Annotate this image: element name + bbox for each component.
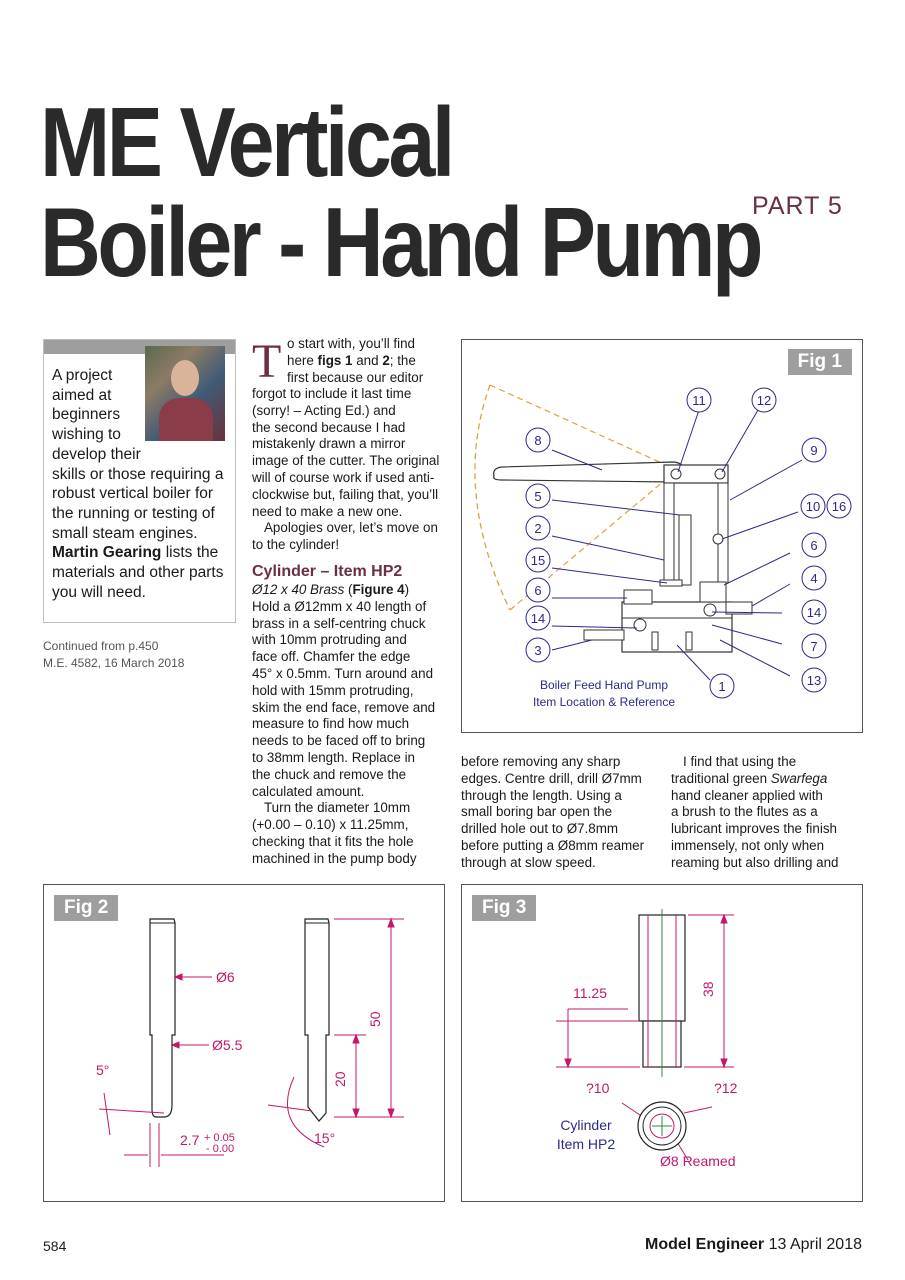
text-line: will of course work if used anti- [252, 469, 435, 485]
balloon-label: 3 [534, 643, 542, 658]
balloon-label: 14 [530, 611, 546, 626]
author-rest: lists the [161, 544, 219, 562]
part-label: PART 5 [752, 192, 843, 220]
arrowhead [565, 1059, 571, 1067]
intro-box [43, 339, 236, 623]
text-line: calculated amount. [252, 783, 365, 799]
text-line: first because our editor [287, 369, 424, 385]
author-name: Martin Gearing [52, 544, 162, 562]
tol-minus: - 0.00 [206, 1143, 235, 1155]
inlet-pipe [584, 630, 624, 640]
balloon-label: 10 [805, 499, 821, 514]
material-ref: (Figure 4) [348, 581, 410, 597]
intro-line: the running or testing of [52, 504, 215, 522]
text-line: o start with, you’ll find [287, 336, 416, 351]
intro-line: wishing to [52, 426, 121, 444]
text-line: forgot to include it last time [252, 386, 412, 401]
figure-3 [461, 884, 863, 1202]
text-line: measure to find how much [252, 716, 410, 732]
text-line: edges. Centre drill, drill Ø7mm [461, 770, 642, 786]
column-1-indented [287, 336, 423, 386]
text-line: immensely, not only when [671, 837, 825, 853]
text-line: clockwise but, failing that, you’ll [252, 486, 439, 502]
text-line: hold with 15mm protruding, [252, 682, 414, 698]
ball-valve [704, 604, 716, 616]
balloon-label: 14 [806, 605, 822, 620]
fig-1-tag: Fig 1 [788, 349, 852, 375]
cutter-right [305, 919, 329, 1121]
fig-1-drawing [462, 340, 862, 732]
arrowhead [353, 1035, 359, 1043]
dim-27: 2.7 [180, 1132, 200, 1148]
continued-line-2: M.E. 4582, 16 March 2018 [43, 656, 185, 670]
arrowhead [172, 1042, 179, 1048]
arrowhead [388, 1109, 394, 1117]
dim-1125: 11.25 [573, 985, 607, 1001]
pivot-pin [715, 469, 725, 479]
intro-line: aimed at [52, 386, 112, 404]
text-line: traditional green Swarfega [671, 770, 828, 786]
screw [713, 534, 723, 544]
leader-line [678, 410, 699, 472]
arrowhead [353, 1109, 359, 1117]
balloon-label: 5 [534, 489, 542, 504]
text-line: I find that using the [683, 754, 797, 769]
title-line-1: ME Vertical [40, 87, 452, 197]
text-line: 45° x 0.5mm. Turn around and [252, 665, 434, 681]
cylinder-label-2: Item HP2 [556, 1136, 616, 1152]
text-line: (+0.00 – 0.10) x 11.25mm, [252, 817, 409, 833]
nut [700, 582, 726, 602]
stud [686, 632, 692, 650]
intro-line: skills or those requiring a [52, 465, 224, 483]
intro-line: A project [52, 367, 113, 384]
text-line: to the cylinder! [252, 537, 340, 553]
balloon-label: 9 [810, 443, 818, 458]
text-line: reaming but also drilling and [671, 854, 839, 870]
dim-20: 20 [332, 1071, 348, 1087]
swing-arc [475, 385, 510, 610]
dim-leader-d12 [684, 1107, 712, 1113]
dim-50: 50 [367, 1011, 383, 1027]
balloon-label: 7 [810, 639, 818, 654]
balloon-label: 2 [534, 521, 542, 536]
column-1 [252, 386, 439, 868]
leader-line [552, 500, 680, 515]
material-line [252, 582, 439, 599]
page-number: 584 [43, 1238, 67, 1254]
column-2 [461, 754, 644, 872]
link [718, 483, 728, 583]
material-italic: Ø12 x 40 Brass [252, 581, 345, 597]
text-line: before removing any sharp [461, 754, 621, 769]
text-line: mistakenly drawn a mirror [252, 436, 406, 452]
text-line: drilled hole out to Ø7.8mm [461, 821, 619, 837]
text-line: Turn the diameter 10mm [264, 800, 411, 816]
magazine-name: Model Engineer [645, 1236, 765, 1253]
tol-plus: + 0.05 [204, 1132, 235, 1144]
dim-d10: ?10 [586, 1080, 610, 1096]
intro-line: you will need. [52, 583, 146, 601]
arrowhead [721, 1059, 727, 1067]
dim-d55: Ø5.5 [212, 1037, 243, 1053]
issue-date: 13 April 2018 [764, 1236, 862, 1253]
text-line: Apologies over, let’s move on [264, 520, 438, 536]
text-line: needs to be faced off to bring [252, 733, 426, 749]
text-line: checking that it fits the hole [252, 833, 414, 849]
angle-5: 5° [96, 1062, 110, 1078]
intro-line: materials and other parts [52, 564, 224, 582]
cutter-left [150, 919, 175, 1117]
stud [652, 632, 658, 650]
reamed-label: Ø8 Reamed [660, 1153, 736, 1169]
article-title [40, 87, 762, 297]
figure-1 [461, 339, 863, 733]
pivot-pin [671, 469, 681, 479]
balloon-label: 1 [718, 679, 726, 694]
fig-2-drawing [44, 885, 444, 1201]
angle-15: 15° [314, 1130, 336, 1146]
text-line: lubricant improves the finish [671, 821, 837, 837]
angle-arc-5 [104, 1093, 110, 1135]
leader-line [730, 460, 802, 500]
text-line: brass in a self-centring chuck [252, 615, 426, 631]
leader-line [752, 584, 790, 606]
figure-2 [43, 884, 445, 1202]
angle-line-15 [268, 1105, 312, 1111]
text-line: through the length. Using a [461, 787, 622, 803]
arrowhead [388, 919, 394, 927]
cylinder-label-1: Cylinder [560, 1117, 612, 1133]
intro-text [52, 366, 230, 602]
fig-3-tag: Fig 3 [472, 895, 536, 921]
drop-cap: T [252, 335, 282, 388]
text-line: the second because I had [252, 419, 406, 435]
ball-valve [634, 619, 646, 631]
text-line: small boring bar open the [461, 804, 613, 820]
balloon-label: 8 [534, 433, 542, 448]
continued-note [43, 638, 184, 672]
text-line: through at slow speed. [461, 854, 596, 870]
leader-line [722, 512, 798, 539]
magazine-footer [645, 1236, 862, 1254]
balloon-label: 11 [692, 393, 706, 408]
fig-1-caption-2: Item Location & Reference [532, 695, 676, 709]
leader-line [724, 553, 790, 585]
balloon-label: 4 [810, 571, 818, 586]
text-line: (sorry! – Acting Ed.) and [252, 402, 396, 418]
balloon-label: 16 [831, 499, 847, 514]
leader-line [720, 640, 790, 676]
arrowhead [721, 915, 727, 923]
text-line: need to make a new one. [252, 503, 403, 519]
balloon-label: 6 [810, 538, 818, 553]
fig-2-tag: Fig 2 [54, 895, 118, 921]
intro-line: develop their [52, 445, 141, 463]
leader-line [552, 568, 667, 583]
continued-line-1: Continued from p.450 [43, 639, 159, 653]
intro-line: small steam engines. [52, 524, 198, 542]
intro-line: robust vertical boiler for [52, 485, 214, 503]
dim-38: 38 [700, 981, 716, 997]
balloon-label: 15 [530, 553, 546, 568]
construction-line [490, 385, 677, 470]
text-line: machined in the pump body [252, 850, 417, 866]
text-line: before putting a Ø8mm reamer [461, 837, 645, 853]
text-line: image of the cutter. The original [252, 453, 440, 469]
text-line: to 38mm length. Replace in [252, 749, 416, 765]
text-line: skim the end face, remove and [252, 699, 436, 715]
title-line-2: Boiler - Hand Pump [40, 187, 761, 297]
text-line: here figs 1 and 2; the [287, 352, 416, 368]
plunger [679, 515, 691, 585]
leader-line [552, 640, 592, 650]
dim-d6: Ø6 [216, 969, 235, 985]
column-3 [671, 754, 838, 872]
nut [624, 590, 652, 604]
text-line: a brush to the flutes as a [671, 804, 818, 820]
arrowhead [175, 974, 182, 980]
text-line: the chuck and remove the [252, 766, 407, 782]
fig-1-caption-1: Boiler Feed Hand Pump [539, 678, 669, 692]
intro-line: beginners [52, 406, 121, 424]
balloon-label: 6 [534, 583, 542, 598]
text-line: hand cleaner applied with [671, 787, 823, 803]
dim-d12: ?12 [714, 1080, 738, 1096]
text-line: face off. Chamfer the edge [252, 649, 411, 665]
text-line: with 10mm protruding and [252, 632, 407, 648]
link [664, 483, 674, 583]
intro-author-line [52, 543, 230, 563]
fig-3-drawing [462, 885, 862, 1201]
section-heading: Cylinder – Item HP2 [252, 562, 403, 580]
leader-line [722, 410, 758, 472]
balloon-label: 13 [806, 673, 822, 688]
balloon-label: 12 [756, 393, 772, 408]
text-line: Hold a Ø12mm x 40 length of [252, 598, 427, 614]
leader-line [552, 536, 664, 560]
